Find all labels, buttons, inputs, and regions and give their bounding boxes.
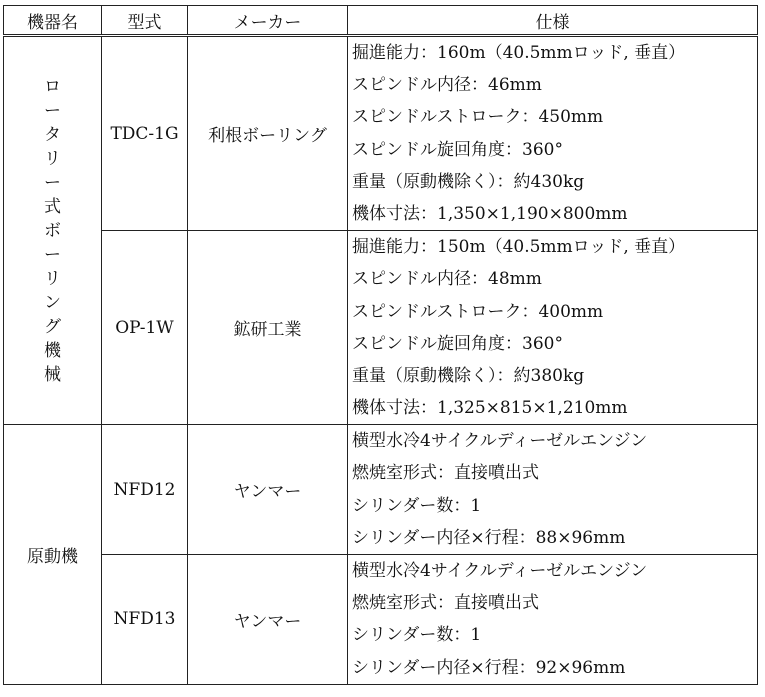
spec-line: スピンドル内径：46mm (352, 75, 542, 96)
spec-line: 燃焼室形式：直接噴出式 (352, 593, 539, 614)
spec-cell (348, 231, 758, 425)
header-maker: メーカー (188, 6, 348, 36)
header-spec: 仕様 (348, 6, 758, 36)
table-row (4, 555, 758, 685)
spec-cell (348, 36, 758, 231)
spec-line: 重量（原動機除く）：約380kg (352, 365, 585, 386)
maker-cell: 鉱研工業 (188, 231, 348, 425)
model-cell: TDC-1G (102, 36, 188, 231)
table-row (4, 36, 758, 231)
table-row (4, 231, 758, 425)
spec-line: シリンダー内径×行程：92×96mm (352, 657, 626, 678)
spec-line: スピンドルストローク：450mm (352, 107, 604, 128)
spec-line: 燃焼室形式：直接噴出式 (352, 463, 539, 484)
spec-line: 掘進能力：160m（40.5mmロッド, 垂直） (352, 43, 686, 63)
maker-cell: ヤンマー (188, 425, 348, 555)
spec-line: スピンドル旋回角度：360° (352, 333, 563, 354)
maker-cell: ヤンマー (188, 555, 348, 685)
spec-cell (348, 425, 758, 555)
equipment-spec-table (3, 5, 758, 685)
category-label-vertical: ロ ー タ リ ー 式 ボ ー リ ン グ 機 械 (44, 76, 61, 385)
spec-line: 掘進能力：150m（40.5mmロッド, 垂直） (352, 237, 686, 258)
spec-line: シリンダー内径×行程：88×96mm (352, 527, 626, 548)
spec-line: 重量（原動機除く）：約430kg (352, 171, 585, 192)
category-prime-mover: 原動機 (4, 425, 102, 685)
spec-line: シリンダー数：1 (352, 625, 482, 646)
spec-line: 横型水冷4サイクルディーゼルエンジン (352, 561, 648, 581)
header-model: 型式 (102, 6, 188, 36)
spec-line: スピンドル旋回角度：360° (352, 139, 563, 160)
model-cell: OP-1W (102, 231, 188, 425)
model-cell: NFD13 (102, 555, 188, 685)
spec-line: シリンダー数：1 (352, 495, 482, 516)
spec-line: 機体寸法：1,350×1,190×800mm (352, 203, 628, 224)
equipment-spec-table-container (3, 5, 757, 685)
category-rotary-boring-machine (4, 36, 102, 425)
spec-line: 機体寸法：1,325×815×1,210mm (352, 398, 628, 419)
model-cell: NFD12 (102, 425, 188, 555)
header-row (4, 6, 758, 36)
maker-cell: 利根ボーリング (188, 36, 348, 231)
header-category: 機器名 (4, 6, 102, 36)
spec-line: スピンドル内径：48mm (352, 269, 542, 290)
spec-line: スピンドルストローク：400mm (352, 301, 604, 322)
spec-cell (348, 555, 758, 685)
table-row (4, 425, 758, 555)
spec-line: 横型水冷4サイクルディーゼルエンジン (352, 431, 648, 452)
